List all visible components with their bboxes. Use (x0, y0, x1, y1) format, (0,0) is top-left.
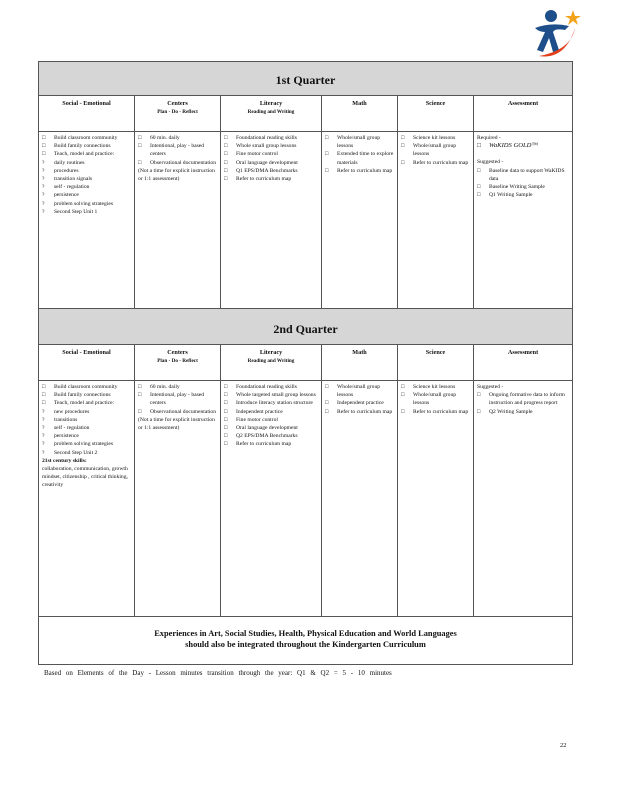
list-item: ? problem solving strategies (42, 200, 114, 207)
list-item: □ 60 min. daily (138, 135, 180, 141)
list-item: □ Build family connections (42, 143, 111, 150)
column-body (322, 132, 397, 177)
q2-literacy-column (221, 345, 322, 616)
column-body (221, 132, 321, 185)
column-header: Literacy Reading and Writing (221, 345, 321, 381)
list-item: □ Q1 EPS/DMA Benchmarks (224, 167, 298, 174)
column-header: Centers Plan - Do - Reflect (135, 345, 220, 381)
list-item: □ Refer to curriculum map (325, 408, 393, 415)
list-item: ? Second Step Unit 1 (42, 208, 98, 215)
list-item: □ Oral language development (224, 425, 298, 432)
list-item: □ Build family connections (42, 392, 111, 399)
column-header: Assessment (474, 345, 572, 381)
q1-science-column (398, 96, 474, 308)
q2-centers-column (135, 345, 221, 616)
column-body (135, 381, 220, 434)
list-item: □ Intentional, play - based centers (138, 392, 205, 407)
quarter-2-header (39, 309, 572, 345)
list-item: □ Observational documentation (138, 159, 217, 166)
list-item: ? transition signals (42, 176, 93, 183)
page-number: 22 (560, 742, 567, 749)
column-header: Science (398, 96, 473, 132)
list-item: □ Whole small group lessons (224, 143, 297, 150)
quarter-2-grid (39, 345, 572, 617)
column-header: Math (322, 345, 397, 381)
list-item: ? persistence (42, 433, 79, 440)
list-item: Required - (477, 135, 501, 141)
list-item: □ Whole targeted small group lessons (224, 392, 316, 399)
list-item: (Not a time for explicit instruction or 1:1 assessment) (138, 167, 215, 183)
list-item: collaboration, communication, growth mindset, citizenship , critical thinking, creativity (42, 466, 128, 489)
q2-science-column (398, 345, 474, 616)
list-item: □ Refer to curriculum map (224, 176, 292, 183)
list-item: □ Q1 Writing Sample (477, 192, 533, 199)
list-item: ? Second Step Unit 2 (42, 449, 98, 456)
list-item: □ Independent practice (224, 408, 283, 415)
column-header: Assessment (474, 96, 572, 132)
list-item: □ Whole/small group lessons (325, 384, 381, 399)
list-item: □ Refer to curriculum map (325, 167, 393, 174)
column-body (135, 132, 220, 185)
curriculum-table (38, 61, 573, 665)
quarter-1-title: 1st Quarter (275, 73, 336, 87)
column-body (322, 381, 397, 418)
list-item: ? new procedures (42, 408, 90, 415)
integration-note-line-2: should also be integrated throughout the Kindergarten Curriculum (185, 640, 426, 649)
list-item: (Not a time for explicit instruction or 1:1 assessment) (138, 416, 215, 432)
list-item: Suggested - (477, 384, 504, 390)
list-item: □ Q2 EPS/DMA Benchmarks (224, 433, 298, 440)
column-body (398, 132, 473, 169)
list-item: ? procedures (42, 167, 79, 174)
q2-math-column (322, 345, 398, 616)
list-item: □ Fine motor control (224, 416, 278, 423)
q1-assessment-column (474, 96, 572, 308)
company-logo (525, 6, 585, 62)
quarter-2-title: 2nd Quarter (273, 322, 338, 336)
transition-minutes-note: Based on Elements of the Day - Lesson minutes transition through the year: Q1 & Q2 = 5 - 10 minutes (44, 669, 392, 677)
list-item: □ 60 min. daily (138, 384, 180, 390)
list-item: □ Intentional, play - based centers (138, 143, 205, 158)
list-item: □ Baseline Writing Sample (477, 184, 545, 191)
list-item: □ Foundational reading skills (224, 384, 297, 390)
list-item: □ Refer to curriculum map (401, 408, 469, 415)
column-header: Literacy Reading and Writing (221, 96, 321, 132)
list-item: □ Whole/small group lessons (401, 392, 457, 407)
q1-social-emotional-column (39, 96, 135, 308)
column-body (474, 381, 572, 418)
list-item: □ Build classroom community (42, 135, 118, 141)
list-item: □ Teach, model and practice: (42, 400, 115, 407)
list-item: □ Whole/small group lessons (401, 143, 457, 158)
q2-assessment-column (474, 345, 572, 616)
column-body (39, 381, 134, 492)
q1-centers-column (135, 96, 221, 308)
list-item: ? daily routines (42, 159, 85, 166)
column-header: Centers Plan - Do - Reflect (135, 96, 220, 132)
list-item: □ Introduce literacy station structure (224, 400, 313, 407)
column-header: Social - Emotional (39, 96, 134, 132)
list-item: □ WaKIDS GOLD™ (477, 142, 538, 150)
q1-literacy-column (221, 96, 322, 308)
list-item: ? persistence (42, 192, 79, 199)
column-body (39, 132, 134, 218)
list-item: □ Science kit lessons (401, 384, 456, 390)
list-item: □ Observational documentation (138, 408, 217, 415)
list-item: ? self - regulation (42, 184, 90, 191)
list-item: □ Ongoing formative data to inform instruction and progress report (477, 392, 565, 407)
column-header: Social - Emotional (39, 345, 134, 381)
list-item: □ Science kit lessons (401, 135, 456, 141)
list-item: □ Whole/small group lessons (325, 135, 381, 150)
column-body (221, 381, 321, 451)
column-body (474, 132, 572, 201)
list-item: □ Refer to curriculum map (224, 441, 292, 448)
list-item: □ Foundational reading skills (224, 135, 297, 141)
list-item: □ Independent practice (325, 400, 384, 407)
list-item: □ Baseline data to support WaKIDS data (477, 167, 565, 182)
column-body (398, 381, 473, 418)
list-item: Suggested - (477, 159, 504, 166)
list-item: □ Oral language development (224, 159, 298, 166)
list-item: □ Q2 Writing Sample (477, 408, 533, 415)
list-item: □ Fine motor control (224, 151, 278, 158)
list-item: ? self - regulation (42, 425, 90, 432)
list-item: □ Build classroom community (42, 384, 118, 390)
list-item: □ Refer to curriculum map (401, 159, 469, 166)
list-item: 21st century skills: (42, 457, 87, 464)
column-header: Science (398, 345, 473, 381)
list-item: ? problem solving strategies (42, 441, 114, 448)
list-item: ? transitions (42, 416, 78, 423)
column-header: Math (322, 96, 397, 132)
q1-math-column (322, 96, 398, 308)
quarter-1-grid (39, 96, 572, 309)
list-item: □ Teach, model and practice: (42, 151, 115, 158)
q2-social-emotional-column (39, 345, 135, 616)
list-item: □ Extended time to explore materials (325, 151, 394, 166)
integration-note-line-1: Experiences in Art, Social Studies, Health, Physical Education and World Languages (154, 629, 457, 638)
integration-note (39, 628, 572, 650)
quarter-1-header (39, 62, 572, 96)
